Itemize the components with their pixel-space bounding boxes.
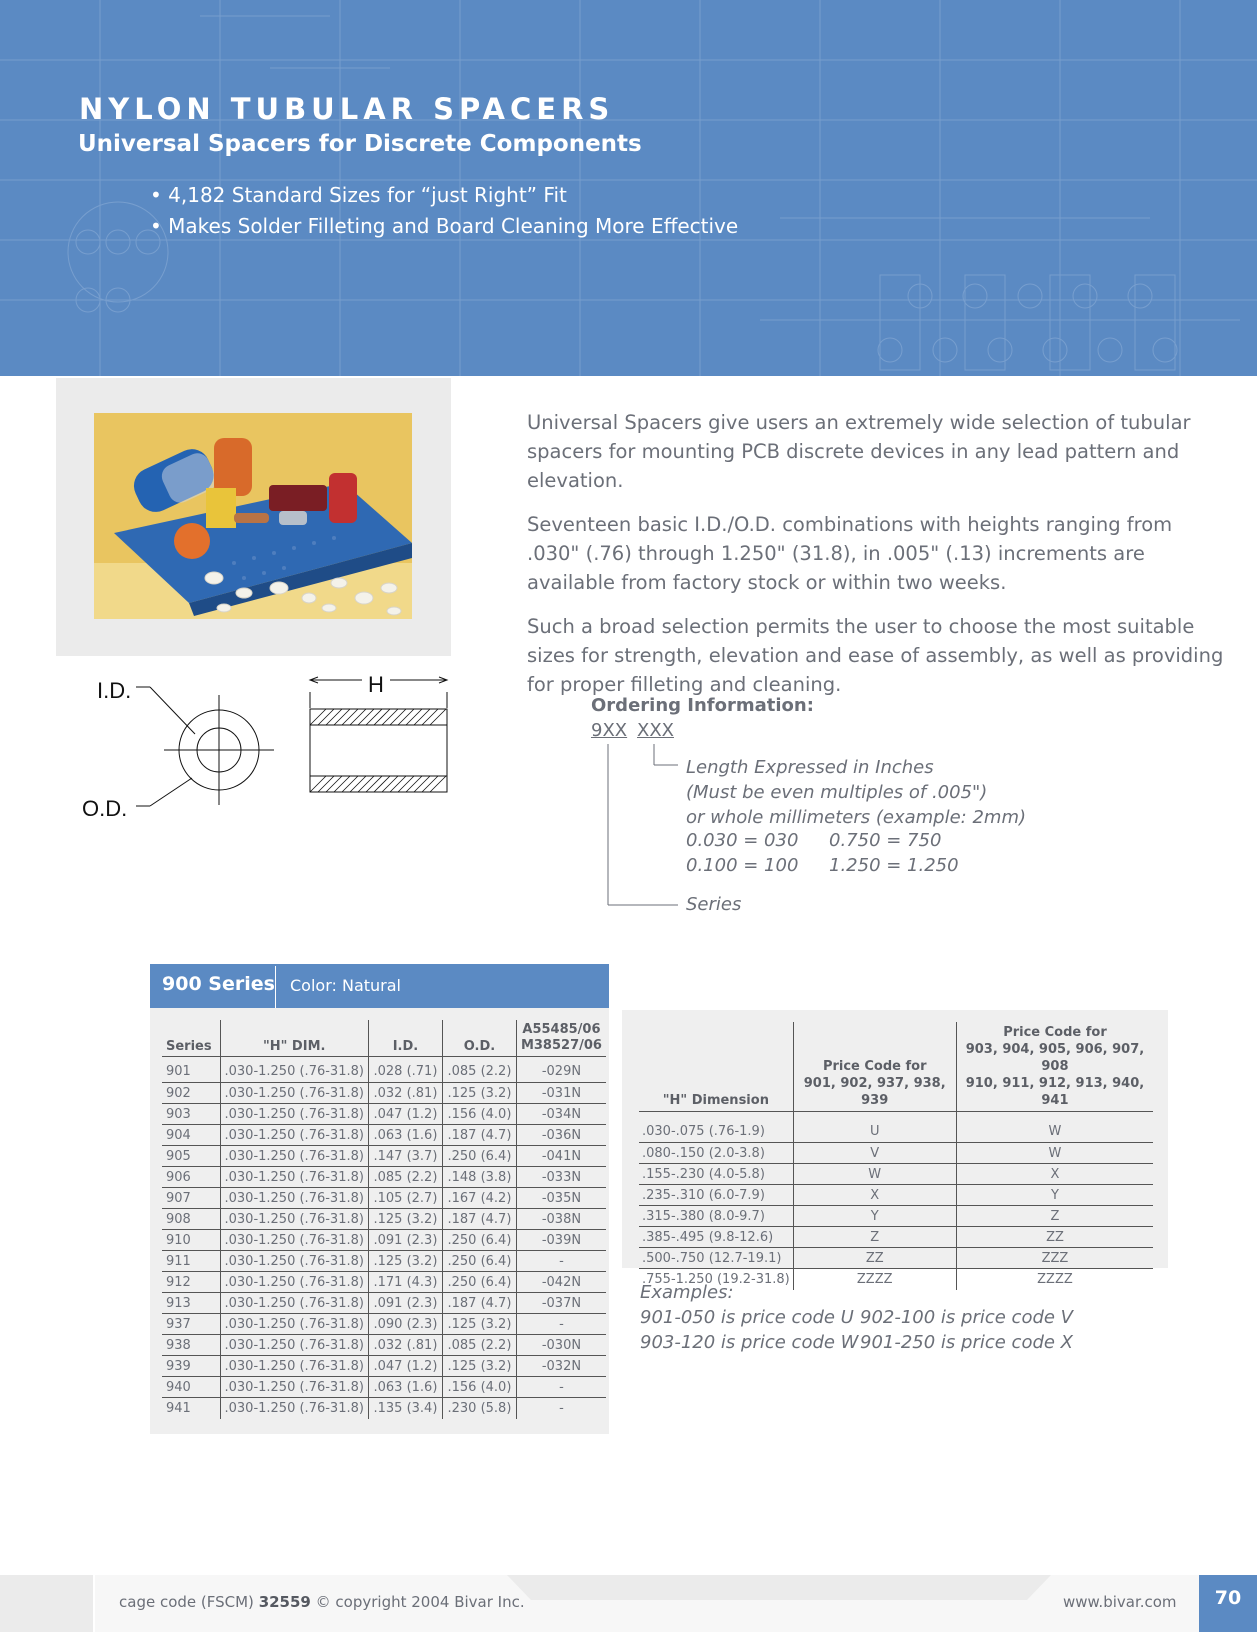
column-header: "H" DIM. [220, 1020, 368, 1057]
table-cell: .156 (4.0) [442, 1377, 516, 1398]
table-cell: .030-1.250 (.76-31.8) [220, 1398, 368, 1419]
table-cell: .148 (3.8) [442, 1167, 516, 1188]
table-cell: .047 (1.2) [368, 1356, 442, 1377]
table-cell: .187 (4.7) [442, 1293, 516, 1314]
example-item: 903-120 is price code W [640, 1332, 859, 1353]
table-cell: .125 (3.2) [442, 1356, 516, 1377]
table-cell: .047 (1.2) [368, 1104, 442, 1125]
ordering-example: 0.750 = 750 [829, 830, 942, 851]
table-cell: .500-.750 (12.7-19.1) [639, 1248, 793, 1269]
page-title: NYLON TUBULAR SPACERS [79, 92, 615, 126]
table-cell: 912 [162, 1272, 220, 1293]
ordering-series-label: Series [686, 894, 742, 915]
column-header: Series [162, 1020, 220, 1057]
table-row [162, 1230, 606, 1251]
page-footer [0, 1575, 1257, 1632]
examples-title: Examples: [640, 1282, 734, 1303]
column-header: Price Code for 901, 902, 937, 938, 939 [793, 1022, 956, 1112]
table-cell: ZZ [956, 1227, 1153, 1248]
table-row [162, 1167, 606, 1188]
table-cell: .250 (6.4) [442, 1146, 516, 1167]
table-cell: .030-1.250 (.76-31.8) [220, 1167, 368, 1188]
table-cell: -029N [516, 1062, 606, 1083]
table-cell: 906 [162, 1167, 220, 1188]
table-cell: .315-.380 (8.0-9.7) [639, 1206, 793, 1227]
table-row [162, 1125, 606, 1146]
table-cell: .030-1.250 (.76-31.8) [220, 1146, 368, 1167]
table-cell: Z [793, 1227, 956, 1248]
table-row [162, 1083, 606, 1104]
table-cell: -038N [516, 1209, 606, 1230]
table-cell: -039N [516, 1230, 606, 1251]
table-cell: 903 [162, 1104, 220, 1125]
table-row [639, 1122, 1153, 1143]
table-cell: .030-1.250 (.76-31.8) [220, 1272, 368, 1293]
ordering-length-line: (Must be even multiples of .005") [686, 782, 988, 803]
example-item: 901-250 is price code X [860, 1332, 1074, 1353]
price-code-rows [639, 1112, 1153, 1290]
series-table-header [150, 964, 609, 1008]
description-paragraph: Universal Spacers give users an extremely wide selection of tubular spacers for mounting PCB discrete devices in any lead pattern and elevation. [527, 411, 1191, 492]
table-cell: 902 [162, 1083, 220, 1104]
page-subtitle: Universal Spacers for Discrete Components [78, 131, 642, 157]
table-cell: .187 (4.7) [442, 1209, 516, 1230]
table-cell: .063 (1.6) [368, 1377, 442, 1398]
ordering-example: 1.250 = 1.250 [829, 855, 959, 876]
website-url[interactable]: www.bivar.com [1063, 1593, 1177, 1611]
height-label: H [368, 672, 384, 697]
table-cell: .156 (4.0) [442, 1104, 516, 1125]
table-cell: 941 [166, 1400, 191, 1416]
ordering-series-code: 9XX [591, 720, 628, 741]
table-cell: X [793, 1185, 956, 1206]
description-paragraph: Seventeen basic I.D./O.D. combinations with heights ranging from .030" (.76) through 1.250" (31.8), in .005" (.13) increments are available from factory stock or within two weeks. [527, 513, 1173, 594]
id-label: I.D. [97, 678, 132, 703]
od-label: O.D. [82, 796, 128, 821]
ordering-title: Ordering Information: [591, 695, 814, 716]
table-cell: .032 (.81) [368, 1083, 442, 1104]
table-cell: W [956, 1143, 1153, 1164]
table-cell: .030-1.250 (.76-31.8) [220, 1125, 368, 1146]
example-item: 902-100 is price code V [860, 1307, 1073, 1328]
table-cell: .235-.310 (6.0-7.9) [639, 1185, 793, 1206]
table-cell: .030-1.250 (.76-31.8) [220, 1230, 368, 1251]
table-row [162, 1209, 606, 1230]
table-cell: - [516, 1314, 606, 1335]
table-row [639, 1143, 1153, 1164]
table-cell: .028 (.71) [368, 1062, 442, 1083]
table-cell: 907 [162, 1188, 220, 1209]
table-cell: X [956, 1164, 1153, 1185]
price-code-table [639, 1022, 1153, 1290]
feature-bullet: • Makes Solder Filleting and Board Cleaning More Effective [150, 214, 739, 238]
price-examples [640, 1280, 1100, 1355]
table-row [639, 1206, 1153, 1227]
spacer-row [639, 1112, 1153, 1122]
table-cell: 911 [162, 1251, 220, 1272]
table-row [162, 1104, 606, 1125]
table-cell: -034N [516, 1104, 606, 1125]
table-cell: .091 (2.3) [368, 1293, 442, 1314]
table-cell: 937 [162, 1314, 220, 1335]
ordering-length-line: or whole millimeters (example: 2mm) [686, 807, 1026, 828]
table-cell: 939 [162, 1356, 220, 1377]
table-row [639, 1164, 1153, 1185]
table-cell: .030-1.250 (.76-31.8) [220, 1377, 368, 1398]
table-cell: .167 (4.2) [442, 1188, 516, 1209]
table-cell: .032 (.81) [368, 1335, 442, 1356]
table-cell: .385-.495 (9.8-12.6) [639, 1227, 793, 1248]
table-cell: 904 [162, 1125, 220, 1146]
table-row [162, 1272, 606, 1293]
ordering-example: 0.030 = 030 [686, 830, 799, 851]
table-cell: .085 (2.2) [368, 1167, 442, 1188]
table-cell: W [793, 1164, 956, 1185]
table-cell: - [516, 1398, 606, 1419]
table-row [162, 1062, 606, 1083]
table-cell: .171 (4.3) [368, 1272, 442, 1293]
table-row [162, 1335, 606, 1356]
table-row [639, 1185, 1153, 1206]
table-cell: .063 (1.6) [368, 1125, 442, 1146]
series-table-panel [150, 1008, 609, 1434]
cage-code-copyright [119, 1593, 525, 1611]
table-cell: .230 (5.8) [442, 1398, 516, 1419]
table-cell: .030-1.250 (.76-31.8) [220, 1209, 368, 1230]
table-cell: ZZZZ [956, 1269, 1153, 1290]
table-cell: -037N [516, 1293, 606, 1314]
cage-code-prefix: cage code (FSCM) [119, 1593, 259, 1611]
table-row [639, 1227, 1153, 1248]
table-cell: -042N [516, 1272, 606, 1293]
table-cell: -041N [516, 1146, 606, 1167]
table-row [162, 1188, 606, 1209]
table-cell: .187 (4.7) [442, 1125, 516, 1146]
table-cell: .030-1.250 (.76-31.8) [220, 1062, 368, 1083]
table-cell: .155-.230 (4.0-5.8) [639, 1164, 793, 1185]
examples-row [640, 1330, 1100, 1355]
table-cell: .250 (6.4) [442, 1272, 516, 1293]
table-cell: .080-.150 (2.0-3.8) [639, 1143, 793, 1164]
table-row [162, 1146, 606, 1167]
cage-code: 32559 [258, 1593, 311, 1611]
table-cell: .755-1.250 (19.2-31.8) [642, 1271, 790, 1287]
table-cell: W [956, 1122, 1153, 1143]
table-cell: .030-1.250 (.76-31.8) [220, 1104, 368, 1125]
table-cell: .030-1.250 (.76-31.8) [220, 1083, 368, 1104]
feature-bullet: • 4,182 Standard Sizes for “just Right” Fit [150, 183, 567, 207]
column-header: I.D. [368, 1020, 442, 1057]
table-cell: 908 [162, 1209, 220, 1230]
table-cell: ZZZZ [793, 1269, 956, 1290]
page-number: 70 [1199, 1575, 1257, 1632]
table-cell: .085 (2.2) [442, 1335, 516, 1356]
table-row [162, 1293, 606, 1314]
series-spec-table [162, 1020, 606, 1419]
table-cell: .135 (3.4) [368, 1398, 442, 1419]
table-cell: Z [956, 1206, 1153, 1227]
table-cell: .125 (3.2) [368, 1251, 442, 1272]
table-row [639, 1248, 1153, 1269]
table-cell: -032N [516, 1356, 606, 1377]
table-row [162, 1314, 606, 1335]
table-row [162, 1398, 606, 1419]
column-header: "H" Dimension [639, 1022, 793, 1112]
table-cell: ZZZ [956, 1248, 1153, 1269]
description-paragraph: Such a broad selection permits the user to choose the most suitable sizes for strength, elevation and ease of assembly, as well as providing for proper filleting and cleaning. [527, 615, 1224, 696]
column-header: O.D. [442, 1020, 516, 1057]
table-cell: .125 (3.2) [442, 1314, 516, 1335]
example-item: 901-050 is price code U [640, 1307, 854, 1328]
table-cell: Y [956, 1185, 1153, 1206]
series-color: Color: Natural [290, 976, 401, 995]
table-cell: .125 (3.2) [442, 1083, 516, 1104]
table-row [162, 1356, 606, 1377]
table-cell: .147 (3.7) [368, 1146, 442, 1167]
column-header: Price Code for 903, 904, 905, 906, 907, 908 910, 911, 912, 913, 940, 941 [956, 1022, 1153, 1112]
ordering-example: 0.100 = 100 [686, 855, 799, 876]
table-cell: .250 (6.4) [442, 1251, 516, 1272]
table-cell: -030N [516, 1335, 606, 1356]
table-cell: V [793, 1143, 956, 1164]
table-row [162, 1377, 606, 1398]
table-cell: - [516, 1377, 606, 1398]
table-cell: Y [793, 1206, 956, 1227]
table-row [162, 1251, 606, 1272]
ordering-length-code: XXX [637, 720, 674, 741]
table-cell: .030-1.250 (.76-31.8) [220, 1356, 368, 1377]
table-cell: .250 (6.4) [442, 1230, 516, 1251]
table-cell: .091 (2.3) [368, 1230, 442, 1251]
table-cell: .125 (3.2) [368, 1209, 442, 1230]
table-cell: .030-1.250 (.76-31.8) [220, 1314, 368, 1335]
column-header: A55485/06 M38527/06 [516, 1020, 606, 1057]
series-name: 900 Series [162, 973, 275, 995]
table-cell: .030-1.250 (.76-31.8) [220, 1335, 368, 1356]
series-spec-rows [162, 1057, 606, 1419]
table-cell: .105 (2.7) [368, 1188, 442, 1209]
table-cell: U [793, 1122, 956, 1143]
table-cell: .030-.075 (.76-1.9) [639, 1122, 793, 1143]
table-cell: -033N [516, 1167, 606, 1188]
ordering-length-line: Length Expressed in Inches [686, 757, 934, 778]
table-cell: .030-1.250 (.76-31.8) [220, 1251, 368, 1272]
price-code-panel [622, 1010, 1168, 1287]
table-cell: 940 [162, 1377, 220, 1398]
table-cell: .085 (2.2) [442, 1062, 516, 1083]
table-cell: 938 [162, 1335, 220, 1356]
table-cell: - [516, 1251, 606, 1272]
table-cell: .030-1.250 (.76-31.8) [220, 1293, 368, 1314]
table-cell: -036N [516, 1125, 606, 1146]
table-cell: ZZ [793, 1248, 956, 1269]
table-cell: 913 [162, 1293, 220, 1314]
table-cell: -035N [516, 1188, 606, 1209]
table-cell: .030-1.250 (.76-31.8) [220, 1188, 368, 1209]
copyright-text: © copyright 2004 Bivar Inc. [310, 1593, 525, 1611]
table-cell: 905 [162, 1146, 220, 1167]
table-cell: 901 [162, 1062, 220, 1083]
table-cell: .090 (2.3) [368, 1314, 442, 1335]
header-divider [275, 966, 276, 1008]
table-cell: 910 [162, 1230, 220, 1251]
table-cell: -031N [516, 1083, 606, 1104]
ordering-leader-lines [0, 0, 720, 920]
examples-row [640, 1305, 1100, 1330]
